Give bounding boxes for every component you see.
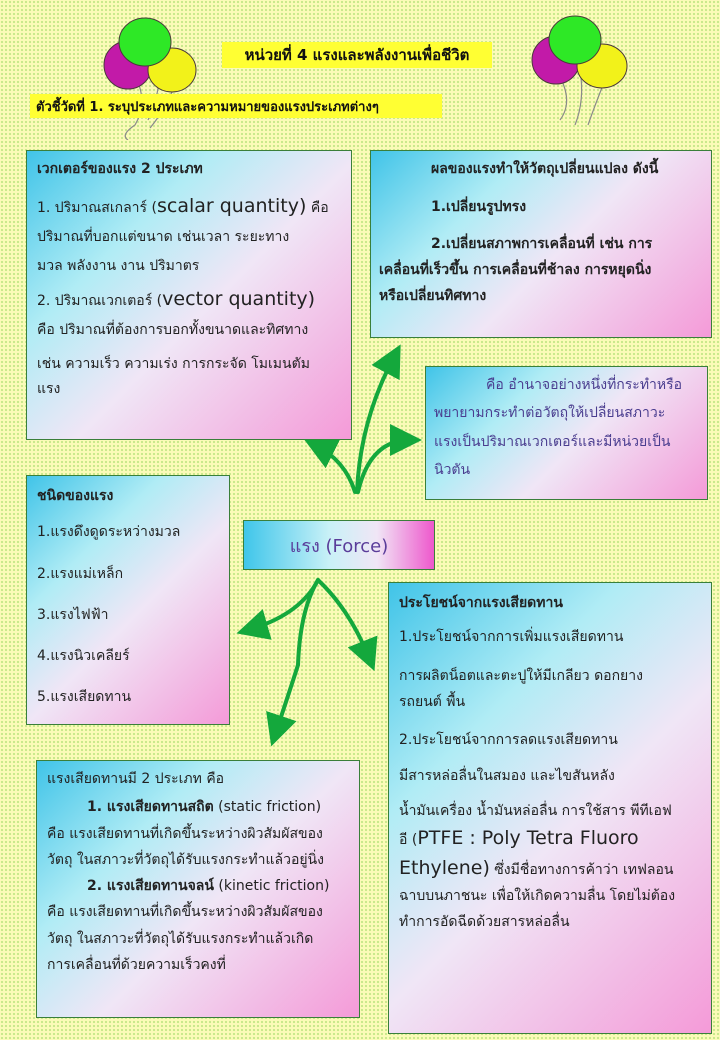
arrow-down-right xyxy=(318,580,370,660)
definition-line-1: คือ อำนาจอย่างหนึ่งที่กระทำหรือ xyxy=(486,377,683,393)
arrow-down xyxy=(275,580,318,735)
benefit-item-2-desc: มีสารหล่อลื่นในสมอง และไขสันหลัง xyxy=(399,768,615,785)
list-item: 3.แรงไฟฟ้า xyxy=(37,606,109,623)
vector-desc-1: คือ ปริมาณที่ต้องการบอกทั้งขนาดและทิศทาง xyxy=(37,321,309,338)
benefits-heading: ประโยชน์จากแรงเสียดทาน xyxy=(399,595,563,611)
page-title: หน่วยที่ 4 แรงและพลังงานเพื่อชีวิต xyxy=(222,42,492,68)
vector-line: 2. ปริมาณเวกเตอร์ (vector quantity) xyxy=(37,288,316,311)
static-friction-desc-2: วัตถุ ในสภาวะที่วัตถุได้รับแรงกระทำแล้วอยู่นิ่ง xyxy=(47,851,324,868)
types-heading: ชนิดของแรง xyxy=(37,488,114,504)
kinetic-friction-desc-3: การเคลื่อนที่ด้วยความเร็วคงที่ xyxy=(47,957,226,974)
vector-desc-2: เช่น ความเร็ว ความเร่ง การกระจัด โมเมนตัม xyxy=(37,356,310,373)
effects-item-2-line2: เคลื่อนที่เร็วขึ้น การเคลื่อนที่ช้าลง การหยุดนิ่ง xyxy=(379,261,652,278)
benefit-item-2: 2.ประโยชน์จากการลดแรงเสียดทาน xyxy=(399,732,618,749)
effects-heading: ผลของแรงทำให้วัตถุเปลี่ยนแปลง ดังนี้ xyxy=(431,161,659,177)
static-friction-desc-1: คือ แรงเสียดทานที่เกิดขึ้นระหว่างผิวสัมผัสของ xyxy=(47,825,323,842)
friction-intro: แรงเสียดทานมี 2 ประเภท คือ xyxy=(47,771,225,787)
arrow-up-right xyxy=(358,440,410,492)
benefit-item-2-desc-6: ทำการอัดฉีดด้วยสารหล่อลื่น xyxy=(399,914,570,931)
list-item: 4.แรงนิวเคลียร์ xyxy=(37,648,130,665)
effects-item-1: 1.เปลี่ยนรูปทรง xyxy=(431,199,527,216)
scalar-desc-2: มวล พลังงาน งาน ปริมาตร xyxy=(37,258,200,275)
list-item: 1.แรงดึงดูดระหว่างมวล xyxy=(37,524,181,541)
static-friction-title: 1. แรงเสียดทานสถิต (static friction) xyxy=(87,799,322,816)
benefit-item-2-desc-4: Ethylene) ซึ่งมีชื่อทางการค้าว่า เทฟลอน xyxy=(399,856,674,879)
kinetic-friction-desc-1: คือ แรงเสียดทานที่เกิดขึ้นระหว่างผิวสัมผัสของ xyxy=(47,904,323,921)
scalar-line: 1. ปริมาณสเกลาร์ (scalar quantity) คือ xyxy=(37,195,329,218)
arrow-up-left xyxy=(315,445,355,492)
definition-line-2: พยายามกระทำต่อวัตถุให้เปลี่ยนสภาวะ xyxy=(434,405,666,422)
benefit-item-2-desc-5: ฉาบบนภาชนะ เพื่อให้เกิดความลื่น โดยไม่ต้อง xyxy=(399,888,676,905)
force-center-label: แรง (Force) xyxy=(243,520,435,570)
definition-line-3: แรงเป็นปริมาณเวกเตอร์และมีหน่วยเป็น xyxy=(434,433,671,450)
effects-item-2: 2.เปลี่ยนสภาพการเคลื่อนที่ เช่น การ xyxy=(431,235,653,252)
kinetic-friction-title: 2. แรงเสียดทานจลน์ (kinetic friction) xyxy=(87,878,330,895)
indicator-label: ตัวชี้วัดที่ 1. ระบุประเภทและความหมายของแรงประเภทต่างๆ xyxy=(30,94,442,118)
benefit-item-2-desc-2: น้ำมันเครื่อง น้ำมันหล่อลื่น การใช้สาร พีทีเอฟ xyxy=(399,802,672,819)
benefit-item-1-desc-2: รถยนต์ พื้น xyxy=(399,693,466,710)
vector-desc-3: แรง xyxy=(37,380,61,397)
list-item: 2.แรงแม่เหล็ก xyxy=(37,565,124,582)
kinetic-friction-desc-2: วัตถุ ในสภาวะที่วัตถุได้รับแรงกระทำแล้วเกิด xyxy=(47,930,314,947)
scalar-desc-1: ปริมาณที่บอกแต่ขนาด เช่นเวลา ระยะทาง xyxy=(37,228,290,245)
effects-item-2-line3: หรือเปลี่ยนทิศทาง xyxy=(379,288,487,305)
benefit-item-1: 1.ประโยชน์จากการเพิ่มแรงเสียดทาน xyxy=(399,629,624,646)
benefit-item-1-desc: การผลิตน็อตและตะปูให้มีเกลียว ดอกยาง xyxy=(399,667,643,684)
definition-line-4: นิวตัน xyxy=(434,461,471,478)
benefit-item-2-desc-3: อี (PTFE : Poly Tetra Fluoro xyxy=(399,827,639,850)
list-item: 5.แรงเสียดทาน xyxy=(37,689,132,706)
vector-box-heading: เวกเตอร์ของแรง 2 ประเภท xyxy=(37,161,203,177)
